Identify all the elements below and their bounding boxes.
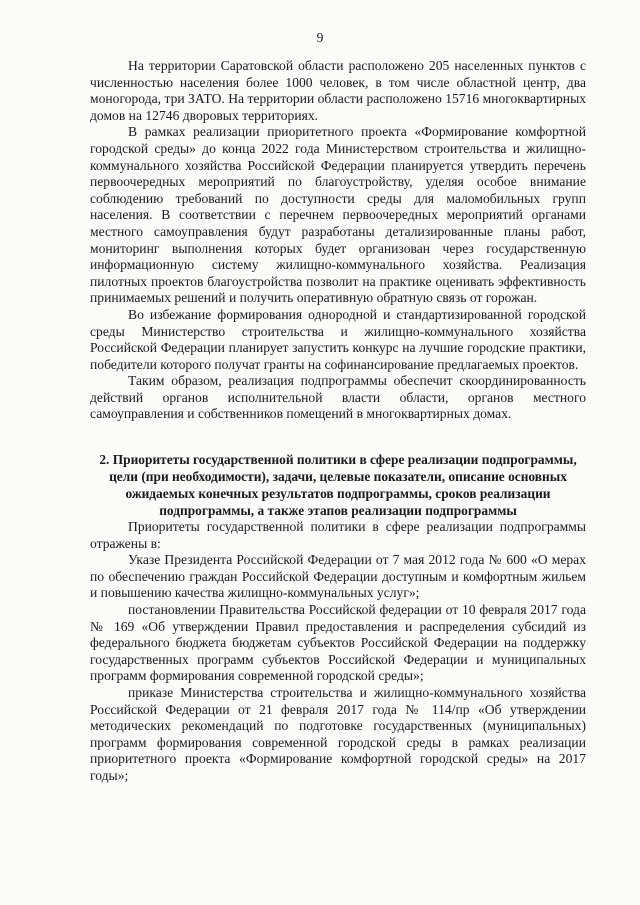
paragraph-priority-project: В рамках реализации приоритетного проекта «Формирование комфортной городской среды» до конца 2022 года Министерством строительства и жилищно-коммунального хозяйства Российской Федерации планируется утвердить перечень первоочередных мероприятий по благоустройству, уделяя особое внимание соблюдению требований по доступности среды для маломобильных групп населения. В соответствии с перечнем первоочередных мероприятий органами местного самоуправления будут разработаны детализированные планы работ, мониторинг выполнения которых будет организован через государственную информационную систему жилищно-коммунального хозяйства. Реализация пилотных проектов благоустройства позволит на практике оценивать эффективность принимаемых решений и получить оперативную обратную связь от горожан. bbox=[90, 124, 586, 306]
section-heading: 2. Приоритеты государственной политики в сфере реализации подпрограммы, цели (при необходимости), задачи, целевые показатели, описание основных ожидаемых конечных результатов подпрограммы, сроков реализации подпрограммы, а также этапов реализации подпрограммы bbox=[99, 452, 577, 519]
paragraph-coordination: Таким образом, реализация подпрограммы обеспечит скоординированность действий органов исполнительной власти области, органов местного самоуправления и собственников помещений в многоквартирных домах. bbox=[90, 373, 586, 422]
page-number: 9 bbox=[316, 30, 324, 45]
paragraph-contest: Во избежание формирования однородной и стандартизированной городской среды Министерство строительства и жилищно-коммунального хозяйства Российской Федерации планирует запустить конкурс на лучшие городские практики, победители которого получат гранты на софинансирование предлагаемых проектов. bbox=[90, 306, 586, 372]
paragraph-government-resolution: постановлении Правительства Российской федерации от 10 февраля 2017 года № 169 «Об утверждении Правил предоставления и распределения субсидий из федерального бюджета бюджетам субъектов Российской Федерации на поддержку государственных программ субъектов Российской Федерации и муниципальных программ формирования современной городской среды»; bbox=[90, 602, 586, 684]
paragraph-policy-intro: Приоритеты государственной политики в сфере реализации подпрограммы отражены в: bbox=[90, 519, 586, 551]
paragraph-settlements: На территории Саратовской области расположено 205 населенных пунктов с численностью населения более 1000 человек, в том числе областной центр, два моногорода, три ЗАТО. На территории области расположено 15716 многоквартирных домов на 12746 дворовых территориях. bbox=[90, 58, 586, 123]
paragraph-presidential-decree: Указе Президента Российской Федерации от 7 мая 2012 года № 600 «О мерах по обеспечению граждан Российской Федерации доступным и комфортным жильем и повышению качества жилищно-коммунальных услуг»; bbox=[90, 552, 586, 601]
paragraph-ministry-order: приказе Министерства строительства и жилищно-коммунального хозяйства Российской Федерации от 21 февраля 2017 года № 114/пр «Об утверждении методических рекомендаций по подготовке государственных (муниципальных) программ формирования современной городской среды в рамках реализации приоритетного проекта «Формирование комфортной городской среды» на 2017 годы»; bbox=[90, 685, 586, 783]
document-body bbox=[90, 58, 586, 785]
